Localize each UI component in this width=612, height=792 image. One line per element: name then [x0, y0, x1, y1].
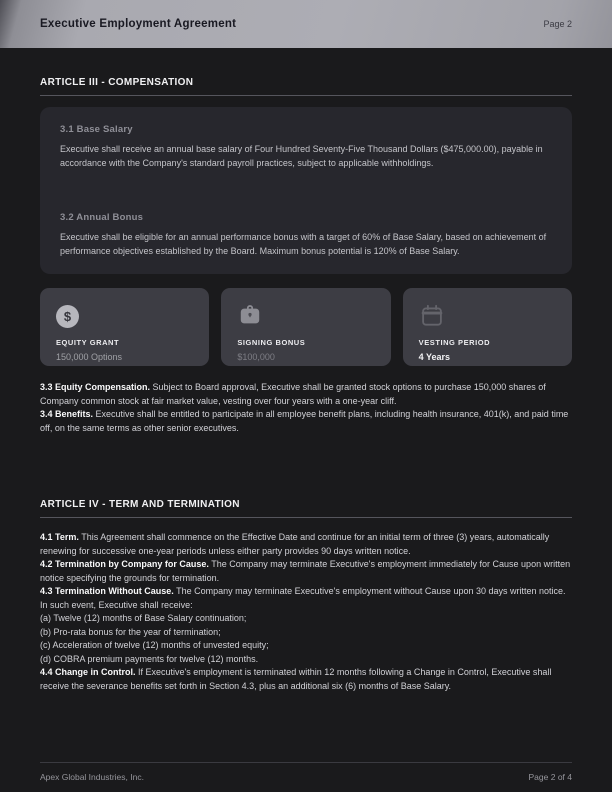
article-4-clauses: [40, 531, 572, 693]
stat-label: SIGNING BONUS: [237, 338, 306, 347]
signing-bonus-card: [221, 288, 390, 366]
page-content: [0, 77, 612, 693]
severance-item-b: (b) Pro-rata bonus for the year of termination;: [40, 626, 221, 637]
footer-company: Apex Global Industries, Inc.: [40, 772, 144, 782]
severance-item-c: (c) Acceleration of twelve (12) months of unvested equity;: [40, 640, 269, 650]
clause-lead: 4.1 Term.: [40, 532, 79, 542]
article-3-clauses: [40, 381, 572, 435]
equity-grant-card: [40, 288, 209, 366]
document-title: Executive Employment Agreement: [40, 18, 237, 30]
briefcase-icon: [237, 303, 374, 329]
severance-item-a: (a) Twelve (12) months of Base Salary continuation;: [40, 613, 247, 623]
article-3-heading: ARTICLE III - COMPENSATION: [40, 77, 572, 96]
dollar-icon: $: [56, 303, 193, 329]
clause-lead: 4.4 Change in Control.: [40, 667, 136, 677]
clause-text: The Company may terminate Executive's employment without Cause upon 30 days written notice. In such event, Executive shall receive:: [40, 586, 566, 610]
base-salary-section: [60, 124, 552, 170]
clause-4-1: [40, 531, 572, 558]
footer-page-number: Page 2 of 4: [528, 772, 572, 782]
clause-lead: 3.3 Equity Compensation.: [40, 382, 151, 392]
clause-text: Executive shall be entitled to participate in all employee benefit plans, including health insurance, 401(k), and paid time off, on the same terms as other senior executives.: [40, 409, 569, 433]
clause-lead: 4.2 Termination by Company for Cause.: [40, 559, 209, 569]
base-salary-text: Executive shall receive an annual base salary of Four Hundred Seventy-Five Thousand Dollars ($475,000.00), payable in accordance with the Company's standard payroll practices, subject to applicable withholdings.: [60, 144, 543, 168]
stat-value: 4 Years: [418, 352, 451, 362]
clause-4-2: [40, 558, 572, 585]
stat-value: 150,000 Options: [56, 352, 123, 362]
compensation-card: [40, 107, 572, 274]
clause-3-3: [40, 381, 572, 408]
footer-divider: [40, 762, 572, 763]
clause-lead: 4.3 Termination Without Cause.: [40, 586, 174, 596]
clause-4-3: [40, 585, 572, 612]
base-salary-title: 3.1 Base Salary: [60, 124, 133, 135]
clause-4-4: [40, 666, 572, 693]
clause-text: If Executive's employment is terminated within 12 months following a Change in Control, Executive shall receive the severance benefits set forth in Section 4.3, plus an additional six (6) months of Base Salary.: [40, 667, 552, 691]
clause-3-4: [40, 408, 572, 435]
page-footer: [40, 762, 572, 782]
header-page-number: Page 2: [543, 19, 572, 29]
clause-lead: 3.4 Benefits.: [40, 409, 94, 419]
calendar-icon: [419, 303, 556, 329]
severance-item-d: (d) COBRA premium payments for twelve (12) months.: [40, 653, 259, 664]
vesting-period-card: [403, 288, 572, 366]
clause-text: The Company may terminate Executive's employment immediately for Cause upon written notice specifying the grounds for termination.: [40, 559, 571, 583]
clause-text: This Agreement shall commence on the Effective Date and continue for an initial term of three (3) years, automatically renewing for successive one-year periods unless either party provides 90 days written notice.: [40, 532, 550, 556]
annual-bonus-title: 3.2 Annual Bonus: [60, 212, 144, 223]
article-4-heading: ARTICLE IV - TERM AND TERMINATION: [40, 499, 572, 518]
page-header: [0, 0, 612, 48]
annual-bonus-text: Executive shall be eligible for an annual performance bonus with a target of 60% of Base Salary, based on achievement of performance objectives established by the Board. Maximum bonus potential is 120% of Base Salary.: [60, 232, 547, 256]
stat-value: $100,000: [237, 352, 275, 362]
annual-bonus-section: [60, 212, 552, 258]
clause-text: Subject to Board approval, Executive shall be granted stock options to purchase 150,000 shares of Company common stock at fair market value, vesting over four years with a one-year cliff.: [40, 382, 546, 406]
stat-card-row: [40, 288, 572, 366]
stat-label: VESTING PERIOD: [418, 338, 491, 347]
stat-label: EQUITY GRANT: [56, 338, 120, 347]
